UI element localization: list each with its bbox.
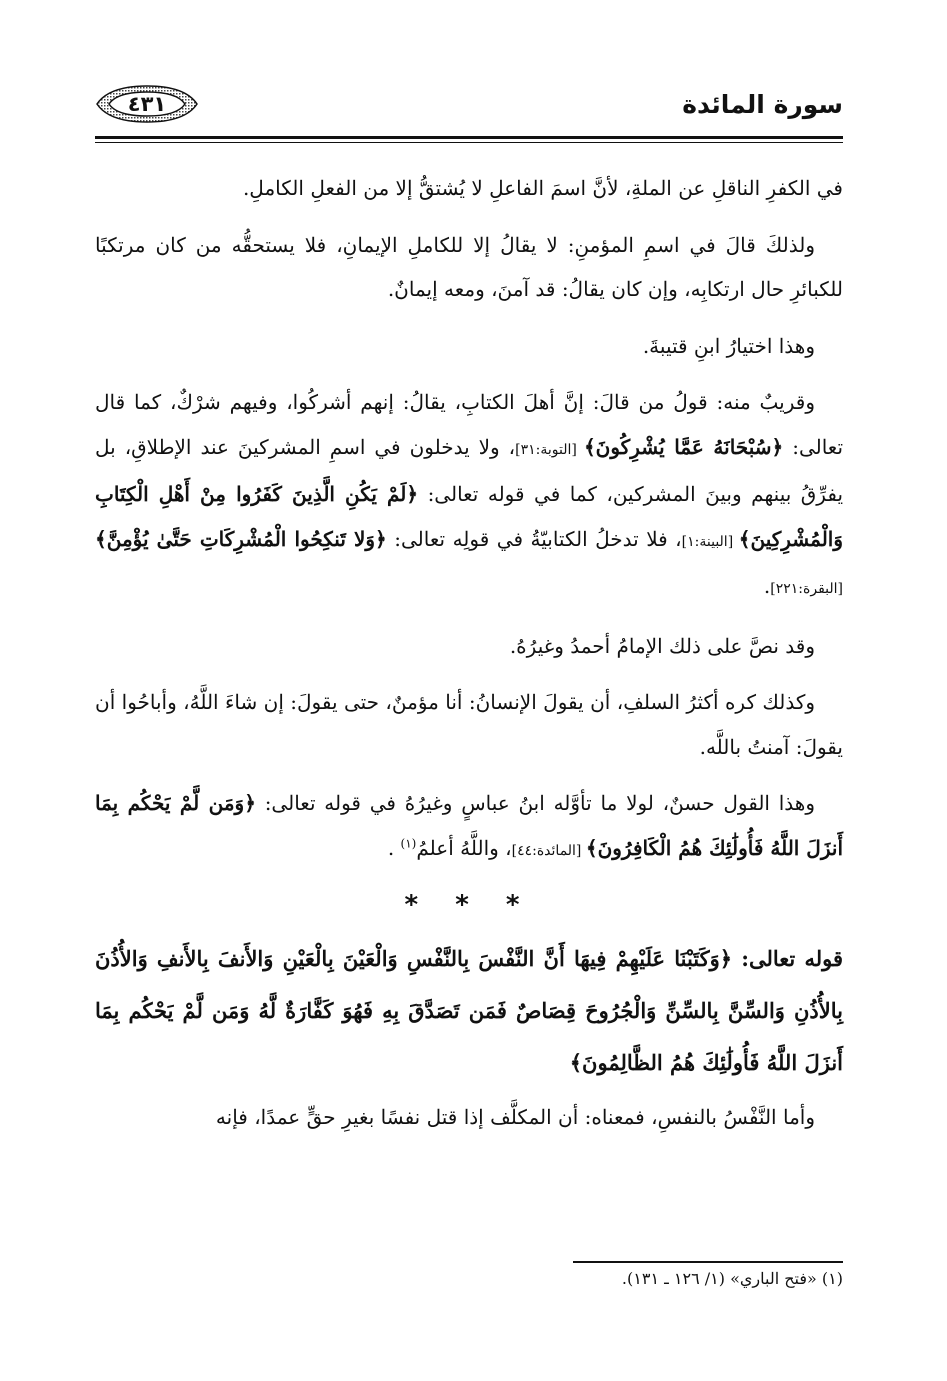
verse-reference: [البينة:١]	[681, 533, 739, 550]
paragraph-p7	[95, 781, 843, 873]
paragraph-p3	[95, 324, 843, 369]
text-segment: ، ولا يدخلون في اسمِ المشركينَ عند الإطلاقِ، بل يفرِّقُ بينهم وبينَ المشركين، كما في قوله تعالى:	[95, 434, 844, 506]
text-segment: ، واللَّهُ أعلمُ	[416, 835, 512, 860]
paragraph-p6	[95, 680, 843, 769]
text-segment: في الكفرِ الناقلِ عن الملةِ، لأنَّ اسمَ الفاعلِ لا يُشتقُّ إلا من الفعلِ الكاملِ.	[242, 176, 843, 200]
page	[95, 78, 844, 1288]
paragraphs	[95, 166, 843, 873]
verse-block	[95, 933, 843, 1089]
paragraph-p2	[95, 223, 843, 312]
surah-title: سورة المائدة	[682, 90, 843, 119]
paragraph-p4	[95, 380, 843, 612]
closing-paragraph: وأما النَّفْسُ بالنفسِ، فمعناه: أن المكلَّف إذا قتل نفسًا بغيرِ حقٍّ عمدًا، فإنه	[215, 1105, 815, 1129]
footnote-rule	[573, 1261, 843, 1263]
text-segment: وقريبٌ منه: قولُ من قالَ: إنَّ أهلَ الكتابِ، يقالُ: إنهم أشركُوا، وفيهم شرْكٌ، كما قال تعالى:	[95, 390, 844, 459]
quran-quote: ﴿لَمْ يَكُنِ الَّذِينَ كَفَرُوا مِنْ أَهْلِ الْكِتَابِ وَالْمُشْرِكِينَ﴾	[95, 482, 843, 551]
text-segment: ، فلا تدخلُ الكتابيّةُ في قولِه تعالى:	[386, 526, 682, 551]
text-segment: .	[763, 574, 771, 598]
quran-quote: ﴿وَمَن لَّمْ يَحْكُم بِمَا أَنزَلَ اللَّهُ فَأُولَٰئِكَ هُمُ الْكَافِرُونَ﴾	[95, 791, 843, 860]
text-segment: .	[387, 835, 401, 860]
quran-quote: ﴿سُبْحَانَهُ عَمَّا يُشْرِكُونَ﴾	[583, 434, 784, 459]
verse-reference: [البقرة:٢٢١]	[770, 581, 843, 597]
text-segment: وهذا القول حسنٌ، لولا ما تأوَّله ابنُ عباسٍ وغيرُهُ في قوله تعالى:	[255, 791, 815, 815]
page-body	[95, 166, 843, 1152]
verse-reference: [المائدة:٤٤]	[511, 842, 586, 859]
page-number: ٤٣١	[127, 92, 167, 116]
page-header	[95, 78, 843, 130]
header-rule-thin	[95, 142, 843, 143]
verse-reference: [التوبة:٣١]	[515, 441, 584, 458]
text-segment: وهذا اختيارُ ابنِ قتيبةَ.	[642, 333, 815, 358]
paragraph-p1	[95, 166, 843, 211]
verse-lead: قوله تعالى:	[732, 946, 843, 971]
quran-quote: ﴿وَلا تَنكِحُوا الْمُشْرِكَاتِ حَتَّىٰ يُؤْمِنَّ﴾	[95, 526, 387, 551]
text-segment: ولذلكَ قالَ في اسمِ المؤمنِ: لا يقالُ إلا للكاملِ الإيمانِ، فلا يستحقُّه من كان مرتكبًا للكبائرِ حال ارتكابِه، وإن كان يقالُ: قد آمنَ، ومعه إيمانٌ.	[95, 232, 843, 301]
text-segment: وكذلك كره أكثرُ السلفِ، أن يقولَ الإنسانُ: أنا مؤمنٌ، حتى يقولَ: إن شاءَ اللَّهُ، وأباحُوا أن يقولَ: آمنتُ باللَّه.	[95, 690, 843, 759]
verse-text: ﴿وَكَتَبْنَا عَلَيْهِمْ فِيهَا أَنَّ النَّفْسَ بِالنَّفْسِ وَالْعَيْنَ بِالْعَيْنِ وَالأَنفَ بِالأَنفِ وَالأُذُنَ بِالأُذُنِ وَالسِّنَّ بِالسِّنِّ وَالْجُرُوحَ قِصَاصٌ فَمَن تَصَدَّقَ بِهِ فَهُوَ كَفَّارَةٌ لَّهُ وَمَن لَّمْ يَحْكُم بِمَا أَنزَلَ اللَّهُ فَأُولَٰئِكَ هُمُ الظَّالِمُونَ﴾	[95, 946, 843, 1075]
paragraph-p5	[95, 624, 843, 669]
text-segment: وقد نصَّ على ذلك الإمامُ أحمدُ وغيرُهُ.	[509, 633, 815, 658]
footnote-marker: (١)	[400, 835, 417, 850]
section-separator: * * *	[404, 890, 534, 920]
footnote: (١) «فتح الباري» (١/ ١٢٦ ـ ١٣١).	[621, 1269, 843, 1288]
header-rule	[95, 136, 843, 139]
